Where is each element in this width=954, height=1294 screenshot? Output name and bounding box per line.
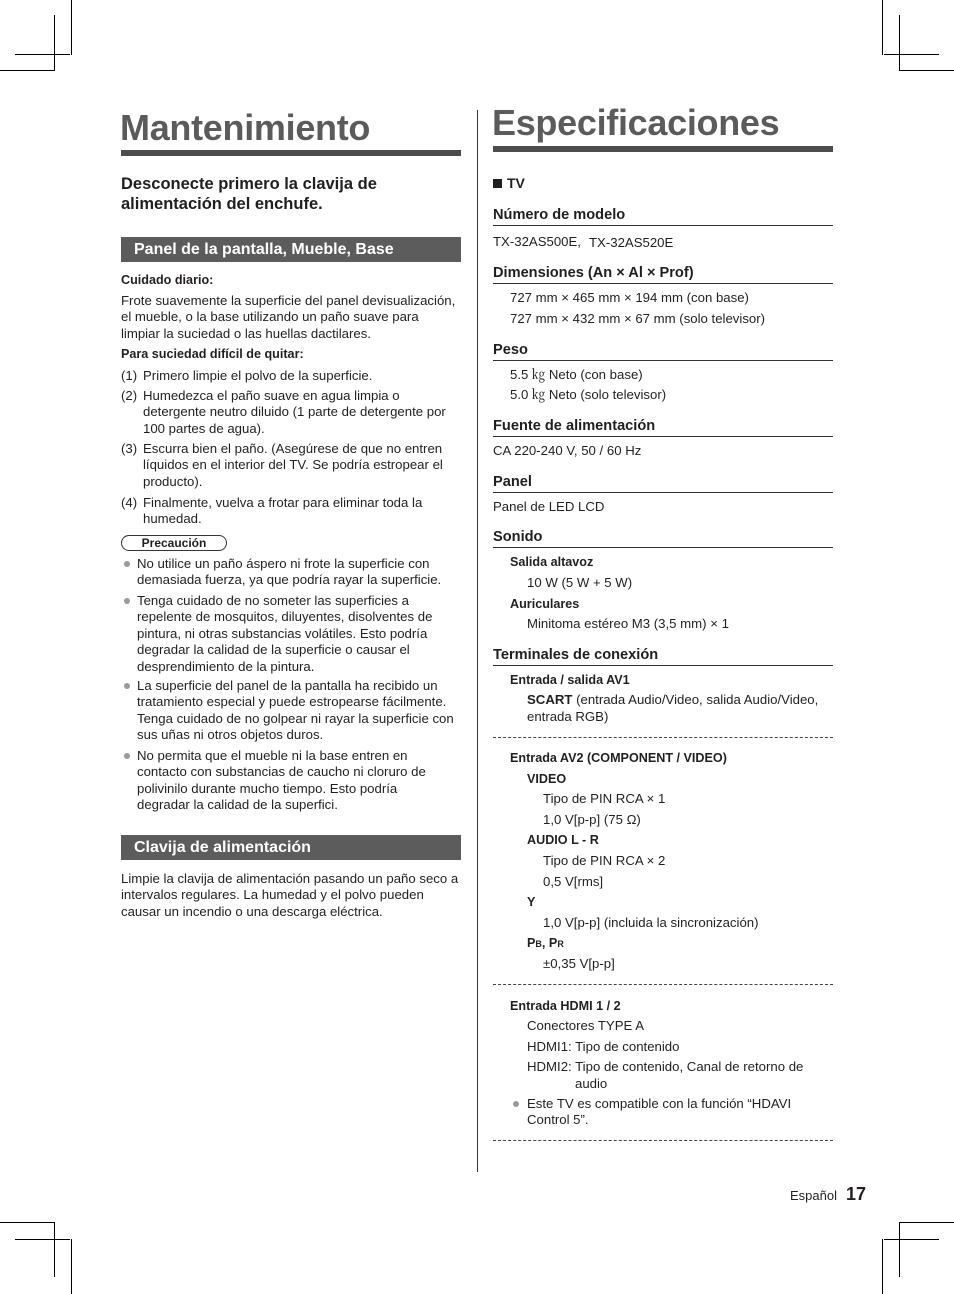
spec-heading-dimensions: Dimensiones (An × Al × Prof) [493, 264, 833, 284]
spec-heading-model: Número de modelo [493, 206, 833, 226]
crop-mark [884, 1239, 939, 1240]
crop-mark [15, 54, 70, 55]
panel-value: Panel de LED LCD [493, 499, 605, 514]
scart-label: SCART [527, 692, 573, 707]
page-title-especificaciones: Especificaciones [492, 102, 780, 143]
caution-badge: Precaución [121, 535, 227, 551]
bullet-icon [513, 1101, 519, 1107]
dashed-divider [493, 737, 833, 738]
footer-language: Español [790, 1188, 837, 1203]
headphones-label: Auriculares [510, 597, 580, 611]
hdmi-label: Entrada HDMI 1 / 2 [510, 999, 621, 1013]
step-number: (1) [121, 368, 138, 383]
crop-mark [0, 1222, 55, 1223]
weight-value: 5.5 ㎏ Neto (con base) [510, 367, 643, 382]
video-value: 1,0 V[p-p] (75 Ω) [543, 812, 641, 827]
daily-care-label: Cuidado diario: [121, 273, 214, 287]
speaker-label: Salida altavoz [510, 555, 594, 569]
page-number: 17 [846, 1184, 867, 1204]
bullet-icon [124, 753, 130, 759]
caution-item: Tenga cuidado de no someter las superficies a repelente de mosquitos, diluyentes, disolventes de pintura, ni otras substancias volátiles. Esto podría degradar la calidad de la superficie o causar el desprendimiento de la pintura. [137, 593, 433, 674]
pbpr-sub-r: R [557, 939, 564, 949]
av1-label: Entrada / salida AV1 [510, 673, 630, 687]
scart-desc: (entrada Audio/Video, salida Audio/Video, [572, 692, 819, 707]
crop-mark [882, 0, 883, 55]
hdmi-value: audio [575, 1076, 608, 1091]
step-number: (2) [121, 388, 138, 403]
bullet-icon [124, 561, 130, 567]
pbpr-sub-b: B [535, 939, 542, 949]
crop-mark [0, 70, 55, 71]
hdmi-value: Conectores TYPE A [527, 1018, 645, 1033]
crop-mark [884, 54, 939, 55]
intro-heading: Desconecte primero la clavija de alimentación del enchufe. [121, 175, 377, 213]
hard-dirt-label: Para suciedad difícil de quitar: [121, 347, 304, 361]
bullet-icon [124, 598, 130, 604]
y-value: 1,0 V[p-p] (incluida la sincronización) [543, 915, 759, 930]
section-heading-panel [121, 237, 461, 262]
crop-mark [71, 1239, 72, 1294]
section-heading-plug-text: Clavija de alimentación [134, 839, 311, 856]
plug-text: Limpie la clavija de alimentación pasando un paño seco a intervalos regulares. La humedad y el polvo pueden causar un incendio o una descarga eléctrica. [121, 871, 459, 919]
crop-mark [71, 0, 72, 55]
dimensions-value: 727 mm × 465 mm × 194 mm (con base) [510, 290, 749, 305]
spec-heading-power: Fuente de alimentación [493, 417, 833, 437]
av2-label: Entrada AV2 (COMPONENT / VIDEO) [510, 751, 727, 765]
model-value: TX-32AS520E [589, 235, 674, 250]
step-text: Escurra bien el paño. (Asegúrese de que no entren líquidos en el interior del TV. Se podría estropear el producto). [143, 441, 443, 489]
video-value: Tipo de PIN RCA × 1 [543, 791, 666, 806]
step-number: (3) [121, 441, 138, 456]
title-rule [121, 150, 461, 156]
speaker-value: 10 W (5 W + 5 W) [527, 575, 633, 590]
pbpr-sep: , P [541, 936, 558, 950]
av1-scart-desc2: entrada RGB) [527, 709, 609, 724]
spec-heading-panel: Panel [493, 473, 833, 493]
square-bullet-icon [493, 179, 502, 188]
tv-label [493, 175, 525, 191]
audio-label: AUDIO L - R [527, 833, 599, 847]
headphones-value: Minitoma estéreo M3 (3,5 mm) × 1 [527, 616, 729, 631]
dashed-divider [493, 984, 833, 985]
crop-mark [54, 1222, 55, 1277]
page-title-mantenimiento: Mantenimiento [120, 107, 371, 148]
caution-item: La superficie del panel de la pantalla ha recibido un tratamiento especial y puede estropearse fácilmente. Tenga cuidado de no golpear ni rayar la superficie con sus uñas ni otros objetos duros. [137, 678, 454, 743]
hdmi-value: HDMI2: Tipo de contenido, Canal de retorno de [527, 1059, 804, 1074]
column-divider [477, 110, 478, 1172]
crop-mark [899, 1222, 954, 1223]
hdavi-note: Este TV es compatible con la función “HDAVI Control 5”. [527, 1096, 792, 1128]
av1-scart-line [527, 692, 818, 708]
step-number: (4) [121, 495, 138, 510]
caution-item: No utilice un paño áspero ni frote la superficie con demasiada fuerza, ya que podría rayar la superficie. [137, 556, 442, 588]
section-heading-plug [121, 835, 461, 860]
dashed-divider [493, 1140, 833, 1141]
hdmi-value: HDMI1: Tipo de contenido [527, 1039, 680, 1054]
dimensions-value: 727 mm × 432 mm × 67 mm (solo televisor) [510, 311, 766, 326]
step-text: Finalmente, vuelva a frotar para eliminar toda la humedad. [143, 495, 423, 527]
crop-mark [15, 1239, 70, 1240]
step-text: Humedezca el paño suave en agua limpia o detergente neutro diluido (1 parte de detergente por 100 partes de agua). [143, 388, 446, 436]
bullet-icon [124, 683, 130, 689]
section-heading-panel-text: Panel de la pantalla, Mueble, Base [134, 241, 394, 258]
power-value: CA 220-240 V, 50 / 60 Hz [493, 443, 642, 458]
crop-mark [899, 70, 954, 71]
pbpr-p: P [527, 936, 536, 950]
step-text: Primero limpie el polvo de la superficie. [143, 368, 373, 383]
spec-heading-sound: Sonido [493, 528, 833, 548]
spec-heading-terminals: Terminales de conexión [493, 646, 833, 666]
weight-value: 5.0 ㎏ Neto (solo televisor) [510, 387, 667, 402]
pbpr-label [527, 935, 564, 952]
daily-care-text: Frote suavemente la superficie del panel devisualización, el mueble, o la base utilizando un paño suave para limpiar la suciedad o las huellas dactilares. [121, 293, 456, 341]
spec-heading-weight: Peso [493, 341, 833, 361]
pbpr-value: ±0,35 V[p-p] [543, 956, 615, 971]
tv-label-text: TV [507, 175, 525, 191]
title-rule [493, 146, 833, 152]
y-label: Y [527, 895, 536, 909]
audio-value: Tipo de PIN RCA × 2 [543, 853, 666, 868]
crop-mark [882, 1239, 883, 1294]
crop-mark [54, 15, 55, 70]
audio-value: 0,5 V[rms] [543, 874, 604, 889]
model-value: TX-32AS500E, [493, 234, 581, 249]
caution-item: No permita que el mueble ni la base entren en contacto con substancias de caucho ni cloruro de polivinilo durante mucho tiempo. Esto podría degradar la calidad de la superfici. [137, 748, 426, 813]
crop-mark [899, 1222, 900, 1277]
crop-mark [899, 15, 900, 70]
video-label: VIDEO [527, 772, 567, 786]
